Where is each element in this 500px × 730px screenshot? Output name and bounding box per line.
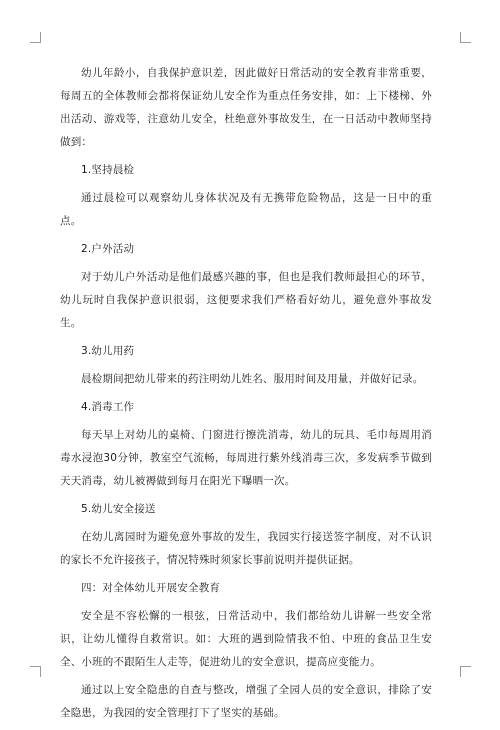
section-heading-disinfection: 4.消毒工作 bbox=[81, 401, 135, 413]
paragraph-disinfection: 每天早上对幼儿的桌椅、门窗进行擦洗消毒，幼儿的玩具、毛巾每周用消毒水浸泡30分钟，教室空气流畅，每周进行紫外线消毒三次，多发病季节做到天天消毒，幼儿被褥做到每月在阳光下曝晒一次。 bbox=[60, 429, 432, 487]
section-heading-outdoor-activity: 2.户外活动 bbox=[81, 243, 135, 255]
paragraph-morning-check: 通过晨检可以观察幼儿身体状况及有无携带危险物品，这是一日中的重点。 bbox=[60, 192, 432, 227]
section-heading-morning-check: 1.坚持晨检 bbox=[81, 164, 135, 176]
paragraph-conclusion: 通过以上安全隐患的自查与整改，增强了全园人员的安全意识，排除了安全隐患，为我园的安全管理打下了坚实的基础。 bbox=[60, 684, 432, 719]
paragraph-outdoor-activity: 对于幼儿户外活动是他们最感兴趣的事，但也是我们教师最担心的环节，幼儿玩时自我保护意识很弱，这便要求我们严格看好幼儿，避免意外事故发生。 bbox=[60, 271, 432, 329]
document-body bbox=[60, 62, 432, 730]
section-heading-safety-education: 四：对全体幼儿开展安全教育 bbox=[81, 582, 221, 594]
intro-paragraph: 幼儿年龄小，自我保护意识差，因此做好日常活动的安全教育非常重要，每周五的全体教师会都将保证幼儿安全作为重点任务安排，如：上下楼梯、外出活动、游戏等，注意幼儿安全，杜绝意外事故发生，在一日活动中教师坚持做到： bbox=[60, 67, 432, 148]
paragraph-safety-education: 安全是不容松懈的一根弦，日常活动中，我们都给幼儿讲解一些安全常识，让幼儿懂得自救常识。如：大班的遇到险情我不怕、中班的食品卫生安全、小班的不跟陌生人走等，促进幼儿的安全意识，提高应变能力。 bbox=[60, 610, 432, 668]
section-heading-pickup: 5.幼儿安全接送 bbox=[81, 503, 156, 515]
crop-mark-top-right bbox=[460, 32, 471, 43]
crop-mark-bottom-right bbox=[460, 666, 471, 677]
section-heading-medication: 3.幼儿用药 bbox=[81, 345, 135, 357]
crop-mark-bottom-left bbox=[30, 666, 41, 677]
crop-mark-top-left bbox=[30, 32, 41, 43]
paragraph-medication: 晨检期间把幼儿带来的药注明幼儿姓名、服用时间及用量，并做好记录。 bbox=[81, 373, 424, 385]
paragraph-pickup: 在幼儿离园时为避免意外事故的发生，我园实行接送签字制度，对不认识的家长不允许接孩子，情况特殊时须家长事前说明并提供证据。 bbox=[60, 531, 432, 566]
